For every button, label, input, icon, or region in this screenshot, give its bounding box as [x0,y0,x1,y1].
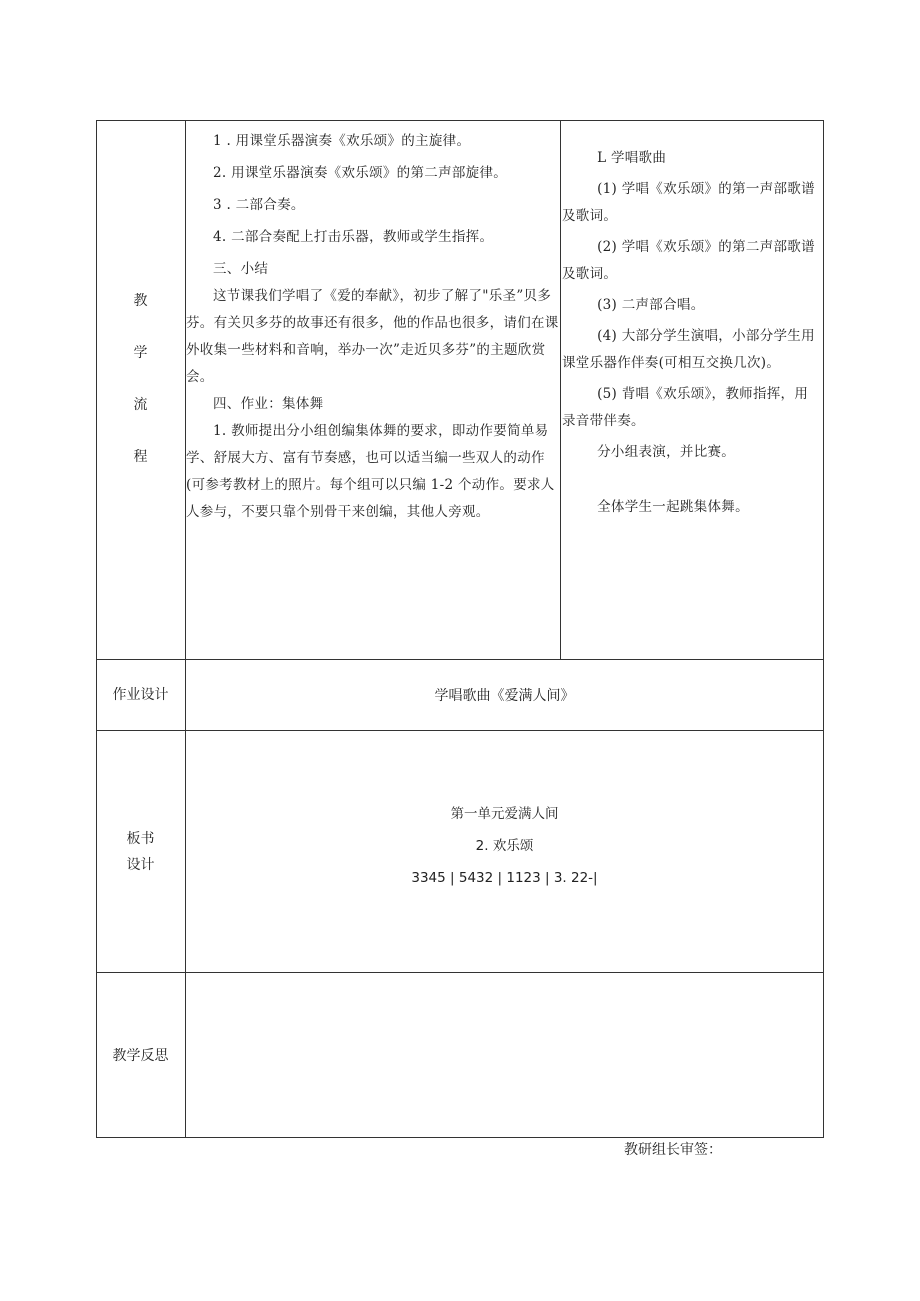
student-step: (4) 大部分学生演唱，小部分学生用课堂乐器作伴奏(可相互交换几次)。 [562,328,815,371]
student-step: (5) 背唱《欢乐颂》，教师指挥，用录音带伴奏。 [562,386,809,429]
board-notation: 3345 | 5432 | 1123 | 3. 22-| [411,870,598,886]
flow-label-char: 教 [133,293,148,309]
homework-label: 作业设计 [112,687,169,703]
row-divider-flow [96,659,824,660]
reflection-content [186,980,816,1130]
flow-step: 4. 二部合奏配上打击乐器，教师或学生指挥。 [213,229,494,245]
homework-content: 学唱歌曲《爱满人间》 [434,688,575,704]
flow-step: 1 . 用课堂乐器演奏《欢乐颂》的主旋律。 [213,133,471,149]
student-step: L 学唱歌曲 [597,150,667,166]
homework-paragraph: 1. 教师提出分小组创编集体舞的要求，即动作要简单易学、舒展大方、富有节奏感，也可以适当编一些双人的动作(可参考教材上的照片。每个组可以只编 1-2 个动作。要求人人参与，不要只靠个别骨干来创编，其他人旁观。 [186,423,555,520]
board-subtitle: 2. 欢乐颂 [475,838,534,854]
row-divider-board [96,972,824,973]
reviewer-signature-label: 教研组长审签： [624,1142,722,1158]
flow-label-char: 程 [133,449,148,465]
flow-step: 2. 用课堂乐器演奏《欢乐颂》的第二声部旋律。 [213,165,508,181]
board-label-line1: 板书 [126,831,155,847]
student-step: (2) 学唱《欢乐颂》的第二声部歌谱及歌词。 [562,239,815,282]
reflection-label: 教学反思 [112,1048,169,1064]
column-divider-flow [560,120,561,660]
row-divider-homework [96,730,824,731]
summary-paragraph: 这节课我们学唱了《爱的奉献》，初步了解了"乐圣”贝多芬。有关贝多芬的故事还有很多，他的作品也很多，请们在课外收集一些材料和音响，举办一次”走近贝多芬”的主题欣赏会。 [186,288,559,385]
section-heading-summary: 三、小结 [213,261,269,277]
student-step: (3) 二声部合唱。 [597,297,705,313]
teacher-activity-column [186,128,560,526]
board-label-line2: 设计 [126,857,155,873]
flow-label-char: 流 [133,397,148,413]
flow-label-char: 学 [133,345,148,361]
student-step: (1) 学唱《欢乐颂》的第一声部歌谱及歌词。 [562,181,815,224]
student-step: 分小组表演，并比赛。 [597,444,736,460]
student-step: 全体学生一起跳集体舞。 [597,499,749,515]
teaching-flow-label [96,288,185,496]
section-heading-homework: 四、作业：集体舞 [213,396,324,412]
board-title: 第一单元爱满人间 [450,806,559,822]
flow-step: 3 . 二部合奏。 [213,197,305,213]
student-activity-column [562,145,818,521]
